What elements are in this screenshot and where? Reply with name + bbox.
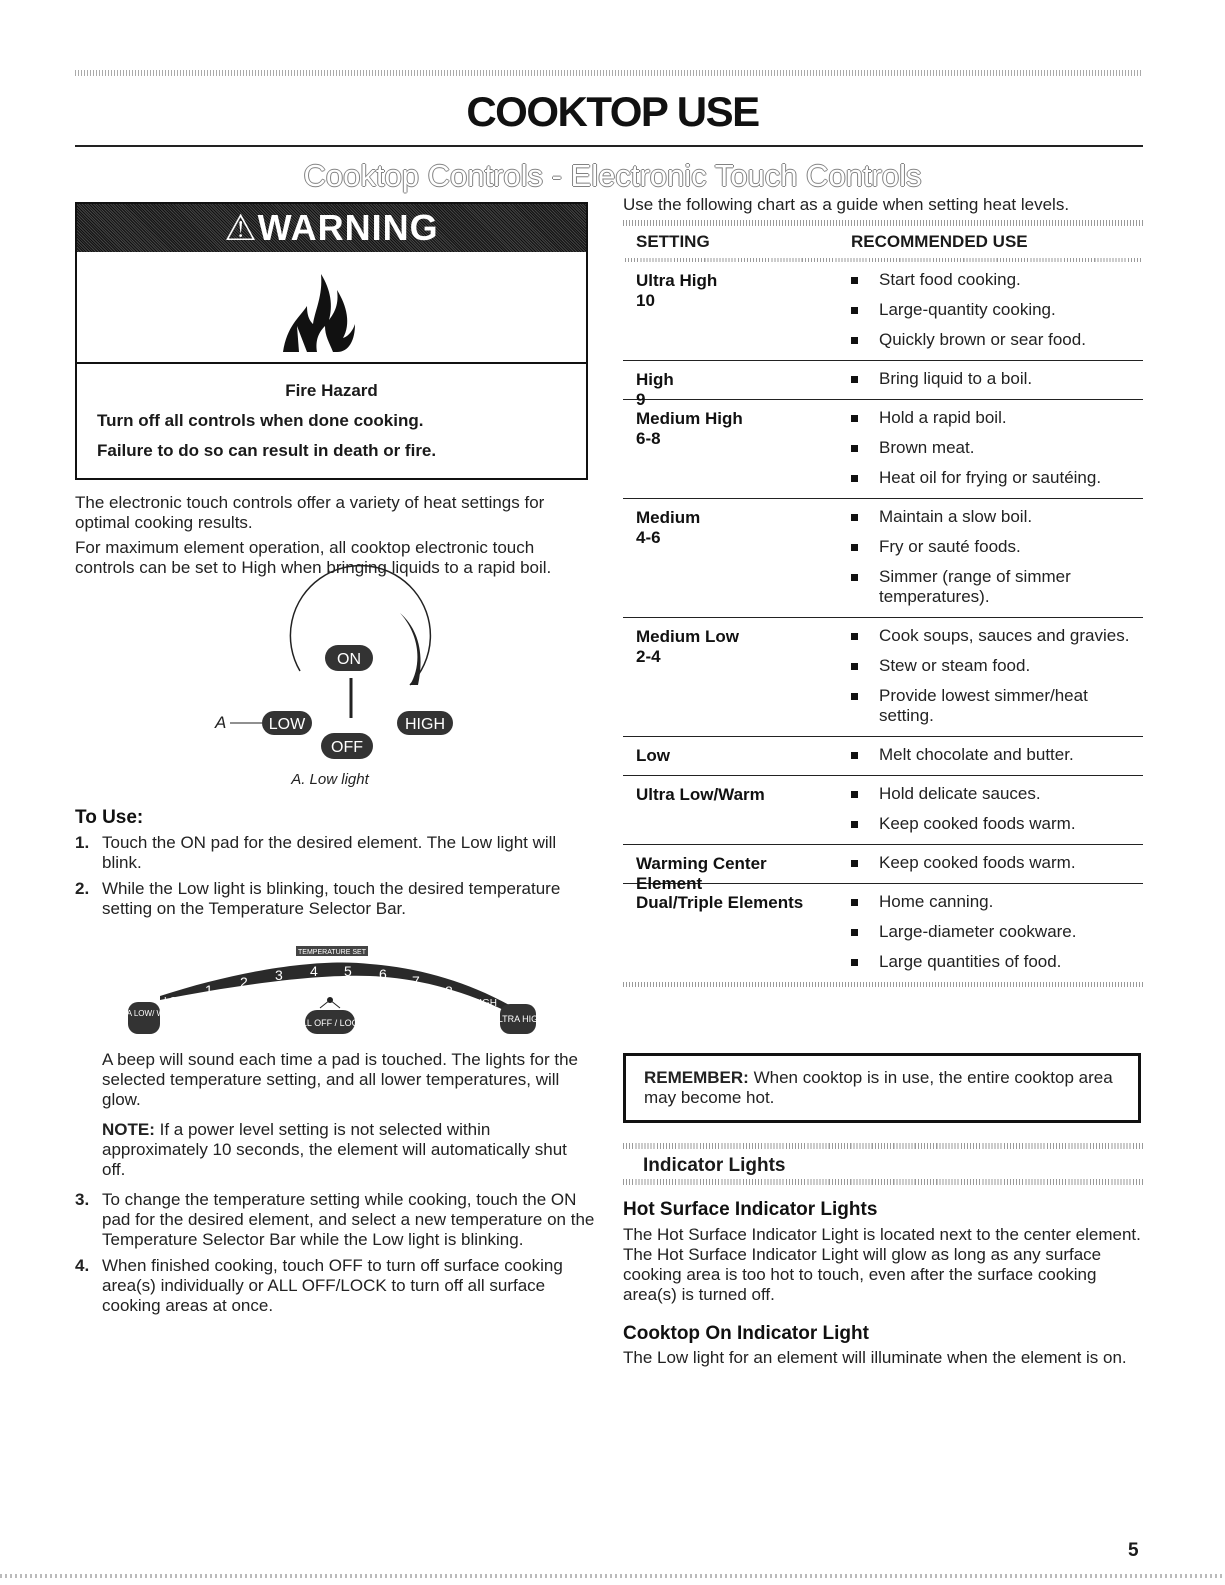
recommended-use-list	[851, 853, 1143, 873]
table-row	[623, 845, 1143, 893]
list-item: Provide lowest simmer/heat setting.	[851, 686, 1143, 726]
list-item: Hold delicate sauces.	[851, 784, 1143, 804]
warning-line-1: Turn off all controls when done cooking.	[97, 411, 424, 430]
list-item: Large-diameter cookware.	[851, 922, 1143, 942]
list-item: Quickly brown or sear food.	[851, 330, 1143, 350]
hot-surface-text: The Hot Surface Indicator Light is located next to the center element. The Hot Surface Indicator Light will glow as long as any surface cooking area is too hot to touch, even after the surface cooking area(s) is turned off.	[623, 1225, 1141, 1304]
setting-cell: Medium 4-6	[636, 508, 701, 547]
warning-triangle-icon: ⚠	[224, 207, 258, 248]
high-pad-label: HIGH	[405, 716, 445, 733]
list-item: Keep cooked foods warm.	[851, 814, 1143, 834]
table-row	[623, 737, 1143, 776]
temp-2: 2	[240, 974, 248, 990]
list-item: Bring liquid to a boil.	[851, 369, 1143, 389]
warning-line-2: Failure to do so can result in death or fire.	[97, 441, 437, 460]
recommended-use-list	[851, 745, 1143, 765]
step-item: 3. To change the temperature setting while cooking, touch the ON pad for the desired element, and select a new temperature on the Temperature Selector Bar while the Low light is blinking.	[75, 1190, 595, 1249]
indicator-lights-title: Indicator Lights	[643, 1155, 786, 1176]
setting-cell: Low	[636, 746, 670, 765]
list-item: Maintain a slow boil.	[851, 507, 1143, 527]
list-item: Large quantities of food.	[851, 952, 1143, 972]
recommended-use-list	[851, 408, 1143, 488]
list-item: Keep cooked foods warm.	[851, 853, 1143, 873]
note-text: If a power level setting is not selected within approximately 10 seconds, the element will automatically shut off.	[102, 1120, 567, 1179]
table-row	[623, 618, 1143, 737]
cooktop-on-text: The Low light for an element will illuminate when the element is on.	[623, 1348, 1127, 1367]
step-item: 2. While the Low light is blinking, touch the desired temperature setting on the Temperature Selector Bar.	[75, 879, 561, 918]
list-item: Home canning.	[851, 892, 1143, 912]
setting-cell: Ultra High 10	[636, 271, 718, 310]
top-dotted-rule	[75, 70, 1143, 76]
on-pad-label: ON	[337, 651, 361, 668]
list-item: Brown meat.	[851, 438, 1143, 458]
temp-3: 3	[275, 967, 283, 983]
temperature-selector-diagram	[106, 940, 550, 1040]
temp-5: 5	[344, 963, 352, 979]
list-item: Fry or sauté foods.	[851, 537, 1143, 557]
list-item: Heat oil for frying or sautéing.	[851, 468, 1143, 488]
diagram-caption: A. Low light	[291, 771, 369, 788]
chart-intro: Use the following chart as a guide when setting heat levels.	[623, 195, 1070, 214]
bar-high-label: HIGH	[472, 998, 497, 1009]
list-item: Melt chocolate and butter.	[851, 745, 1143, 765]
list-item: Large-quantity cooking.	[851, 300, 1143, 320]
step-item: 4. When finished cooking, touch OFF to turn off surface cooking area(s) individually or ALL OFF/LOCK to turn off all surface cooking areas at once.	[75, 1256, 563, 1315]
off-pad-label: OFF	[331, 739, 363, 756]
cooktop-on-heading: Cooktop On Indicator Light	[623, 1323, 869, 1344]
table-row	[623, 361, 1143, 409]
recommended-use-list	[851, 369, 1143, 389]
heat-settings-table	[623, 220, 1143, 987]
note-paragraph	[102, 1120, 592, 1180]
hot-surface-heading: Hot Surface Indicator Lights	[623, 1199, 878, 1220]
indicator-lights-bar	[623, 1143, 1143, 1185]
table-row	[623, 776, 1143, 845]
all-off-lock-label: ALL OFF / LOCK	[295, 1018, 365, 1028]
temp-1: 1	[205, 982, 213, 998]
table-row	[623, 884, 1143, 982]
warning-header	[77, 204, 586, 252]
list-item: Cook soups, sauces and gravies.	[851, 626, 1143, 646]
section-title: Cooktop Controls - Electronic Touch Controls	[303, 158, 922, 193]
list-item: Start food cooking.	[851, 270, 1143, 290]
recommended-use-list	[851, 270, 1143, 350]
recommended-use-list	[851, 626, 1143, 726]
remember-label: REMEMBER:	[644, 1068, 749, 1087]
note-label: NOTE:	[102, 1120, 155, 1139]
setting-cell: Medium High 6-8	[636, 409, 743, 448]
table-row	[623, 262, 1143, 361]
warning-box	[75, 202, 588, 480]
to-use-heading: To Use:	[75, 807, 144, 828]
recommended-use-list	[851, 892, 1143, 972]
warning-header-text: WARNING	[257, 207, 439, 248]
table-header	[623, 226, 1143, 262]
list-item: Simmer (range of simmer temperatures).	[851, 567, 1143, 607]
bottom-rule	[0, 1574, 1225, 1578]
column-header-setting: SETTING	[636, 232, 710, 251]
title-rule	[75, 145, 1143, 147]
intro-paragraph-2: For maximum element operation, all cooktop electronic touch controls can be set to High when bringing liquids to a rapid boil.	[75, 538, 552, 577]
recommended-use-list	[851, 784, 1143, 834]
intro-paragraph-1: The electronic touch controls offer a variety of heat settings for optimal cooking results.	[75, 493, 545, 532]
setting-cell: Dual/Triple Elements	[636, 893, 804, 912]
setting-cell: High 9	[636, 370, 674, 409]
table-row	[623, 400, 1143, 499]
callout-a: A	[215, 713, 227, 732]
list-item: Stew or steam food.	[851, 656, 1143, 676]
recommended-use-list	[851, 507, 1143, 607]
temperature-set-label: TEMPERATURE SET	[298, 949, 366, 956]
list-item: Hold a rapid boil.	[851, 408, 1143, 428]
table-row	[623, 499, 1143, 618]
setting-cell: Medium Low 2-4	[636, 627, 739, 666]
steps-list-2	[75, 1190, 595, 1316]
low-pad-label: LOW	[268, 716, 306, 733]
ultra-high-label: ULTRA HIGH	[491, 1014, 545, 1024]
temp-6: 6	[379, 966, 387, 982]
warning-separator	[77, 362, 586, 364]
setting-cell: Warming Center Element	[636, 854, 767, 893]
remember-box	[623, 1053, 1141, 1123]
page-number: 5	[1128, 1540, 1139, 1561]
steps-list-1	[75, 833, 595, 919]
on-off-control-diagram	[200, 585, 480, 795]
setting-cell: Ultra Low/Warm	[636, 785, 765, 804]
remember-text: When cooktop is in use, the entire cooktop area may become hot.	[644, 1068, 1113, 1107]
temp-8: 8	[445, 983, 453, 999]
ultra-low-warm-label: ULTRA LOW/ WARM	[106, 1009, 182, 1018]
warning-hazard: Fire Hazard	[285, 381, 378, 400]
ultra-low-warm-pad	[128, 1002, 160, 1034]
fire-hazard-icon	[277, 266, 357, 354]
step-item: 1. Touch the ON pad for the desired element. The Low light will blink.	[75, 833, 557, 872]
temp-7: 7	[412, 973, 420, 989]
page-title: COOKTOP USE	[466, 88, 759, 135]
bar-low-label: LOW	[164, 996, 187, 1007]
beep-paragraph: A beep will sound each time a pad is touched. The lights for the selected temperature setting, and all lower temperatures, will glow.	[102, 1050, 578, 1109]
temp-4: 4	[310, 963, 318, 979]
column-header-recommended-use: RECOMMENDED USE	[851, 232, 1028, 251]
